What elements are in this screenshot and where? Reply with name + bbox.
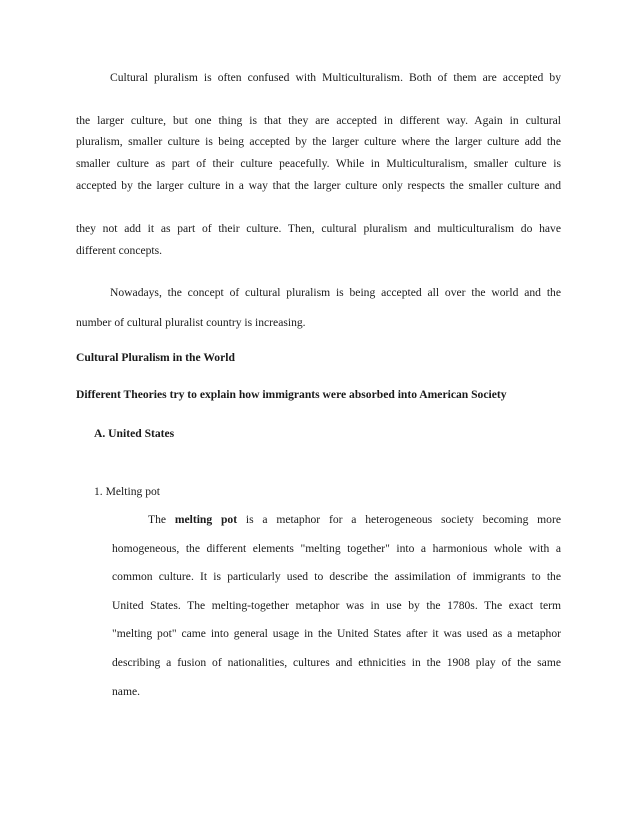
paragraph-1-line-1: Cultural pluralism is often confused with Multiculturalism. Both of them are accepted by: [110, 71, 561, 84]
melting-pot-term: melting pot: [174, 513, 238, 526]
paragraph-2-line-1: Nowadays, the concept of cultural pluralism is being accepted all over the world and the: [110, 286, 561, 299]
paragraph-3-line-3: common culture. It is particularly used to describe the assimilation of immigrants to the: [112, 570, 561, 583]
paragraph-3-line-7: name.: [112, 685, 141, 698]
paragraph-1-line-6: they not add it as part of their culture. Then, cultural pluralism and multiculturalism do have: [76, 222, 561, 235]
paragraph-3-line-5: "melting pot" came into general usage in the United States after it was used as a metaphor: [112, 627, 561, 640]
list-item-1: 1. Melting pot: [94, 485, 161, 498]
paragraph-1-line-4: smaller culture as part of their culture peacefully. While in Multiculturalism, smaller culture is: [76, 157, 561, 170]
paragraph-3-line-2: homogeneous, the different elements "melting together" into a harmonious whole with a: [112, 542, 561, 555]
section-a-heading: A. United States: [94, 427, 175, 440]
paragraph-1-line-2: the larger culture, but one thing is that they are accepted in different way. Again in cultural: [76, 114, 561, 127]
paragraph-1-line-5: accepted by the larger culture in a way that the larger culture only respects the smaller culture and: [76, 179, 561, 192]
paragraph-3-line-1-post: is a metaphor for a heterogeneous society becoming more: [237, 513, 561, 526]
paragraph-3-line-1-pre: The: [148, 513, 175, 526]
paragraph-3-line-4: United States. The melting-together metaphor was in use by the 1780s. The exact term: [112, 599, 561, 612]
paragraph-1-line-7: different concepts.: [76, 244, 163, 257]
paragraph-3-line-6: describing a fusion of nationalities, cultures and ethnicities in the 1908 play of the same: [112, 656, 561, 669]
heading-cultural-pluralism: Cultural Pluralism in the World: [76, 351, 235, 364]
paragraph-3-line-1: [148, 513, 561, 527]
heading-different-theories: Different Theories try to explain how immigrants were absorbed into American Society: [76, 388, 507, 401]
paragraph-2-line-2: number of cultural pluralist country is increasing.: [76, 316, 306, 329]
paragraph-1-line-3: pluralism, smaller culture is being accepted by the larger culture where the larger culture add the: [76, 135, 561, 148]
